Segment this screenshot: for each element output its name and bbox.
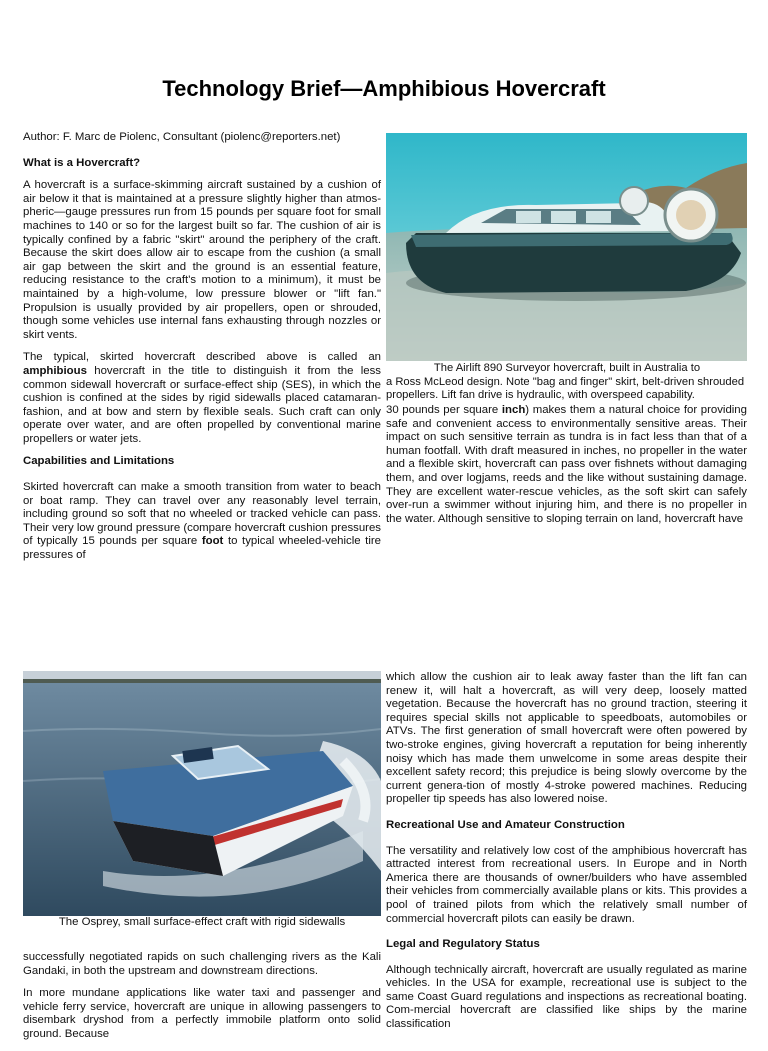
osprey-illustration xyxy=(23,671,381,916)
hovercraft-illustration xyxy=(386,133,747,361)
section-heading-what-is: What is a Hovercraft? xyxy=(23,156,141,169)
section-heading-recreational: Recreational Use and Amateur Construction xyxy=(386,818,625,831)
figure1-caption-line1: The Airlift 890 Surveyor hovercraft, built in Australia to xyxy=(433,362,701,374)
paragraph-amphibious: The typical, skirted hovercraft described above is called an amphibious hovercraft in the title to distinguish it from the less common sidewall hovercraft or surface-effect ship (SES), in which the cushion is confined at the sides by rigid sidewalls placed catamaran-fashion, and at bow and stern by flexible seals. Such craft can only operate over water, and are often propelled by conventional marine propellers or water jets. xyxy=(23,351,381,445)
section-heading-capabilities: Capabilities and Limitations xyxy=(23,455,175,468)
author-line: Author: F. Marc de Piolenc, Consultant (piolenc@reporters.net) xyxy=(23,131,341,143)
paragraph-ferry: In more mundane applications like water taxi and passenger and vehicle ferry service, hovercraft are unique in allowing passengers to disembark dryshod from a perfectly immobile platform onto solid ground. Because xyxy=(23,987,381,1040)
right-column-bottom xyxy=(386,671,747,1041)
paragraph-legal: Although technically aircraft, hovercraft are usually regulated as marine vehicles. In the USA for example, recreational use is subject to the same Coast Guard regulations and inspections as recreational boating. Com-mercial hovercraft are classified like ships by the marine classification xyxy=(386,963,747,1031)
paragraph-recreational: The versatility and relatively low cost of the amphibious hovercraft has attracted interest from recreational users. In Europe and in North America there are thousands of owner/builders who have assembled their vehicles from commercially available plans or kits. This provides a pool of trained pilots from which the relatively small number of commercial hovercraft pilots can easily be drawn. xyxy=(386,844,747,925)
section-heading-legal: Legal and Regulatory Status xyxy=(386,938,540,951)
right-column-top xyxy=(386,404,747,535)
left-column-top xyxy=(23,131,381,572)
hovercraft-photo xyxy=(386,133,747,361)
figure1-caption-line2: a Ross McLeod design. Note "bag and finger" skirt, belt-driven shrouded propellers. Lift fan drive is hydraulic, with overspeed capability. xyxy=(386,375,745,402)
paragraph-rapids: successfully negotiated rapids on such challenging rivers as the Kali Gandaki, in both the upstream and downstream directions. xyxy=(23,951,381,977)
paragraph-environment: 30 pounds per square inch) makes them a natural choice for providing safe and convenient access to environmentally sensitive areas. Their impact on such sensitive terrain as tundra is in fact less than that of a human footfall. With draft measured in inches, no propeller in the water and a flexible skirt, hovercraft can pass over fishnets without damaging them, and over logjams, reeds and the like without sustaining damage. They are excellent water-rescue vehicles, as the soft skirt can safely over-run a swimmer without injuring him, and there is no propeller in the water. Although sensitive to sloping terrain on land, hovercraft have xyxy=(386,404,747,525)
page-title: Technology Brief—Amphibious Hovercraft xyxy=(162,76,606,101)
left-column-bottom xyxy=(23,951,381,1051)
paragraph-capabilities: Skirted hovercraft can make a smooth transition from water to beach or boat ramp. They can travel over any reasonably level terrain, including ground so soft that no wheeled or tracked vehicle can pass. Their very low ground pressure (compare hovercraft cushion pressures of typically 15 pounds per square foot to typical wheeled-vehicle tire pressures of xyxy=(23,481,381,562)
paragraph-definition: A hovercraft is a surface-skimming aircraft sustained by a cushion of air below it that is maintained at a pressure slightly higher than atmos-pheric—gauge pressures run from 15 pounds per square foot for small machines to 140 or so for the largest built so far. The cushion of air is typically confined by a fabric "skirt" around the periphery of the craft. Because the skirt does allow air to escape from the cushion (a small air gap between the skirt and the ground is an essential feature, reducing resistance to the craft's motion to a minimum), it must be maintained by a high-volume, low pressure blower or "lift fan." Propulsion is usually provided by air propellers, open or shrouded, though some vehicles use internal fans exhausting through nozzles or skirt vents. xyxy=(23,179,381,341)
figure1-caption xyxy=(386,362,748,403)
osprey-photo xyxy=(23,671,381,916)
paragraph-limitations: which allow the cushion air to leak away faster than the lift fan can renew it, will halt a hovercraft, as will very deep, loosely matted vegetation. Because the hovercraft has no ground traction, steering it requires special skills not applicable to speedboats, automobiles or ATVs. The first generation of small hovercraft were often powered by two-stroke engines, giving hovercraft a reputation for being inherently noisy which has made them unwelcome in some areas despite their excellent safety record; this prejudice is being slowly overcome by the current genera-tion of mostly 4-stroke powered machines. Reducing propeller tip speeds has also lowered noise. xyxy=(386,671,747,806)
figure2-caption: The Osprey, small surface-effect craft with rigid sidewalls xyxy=(58,916,346,928)
